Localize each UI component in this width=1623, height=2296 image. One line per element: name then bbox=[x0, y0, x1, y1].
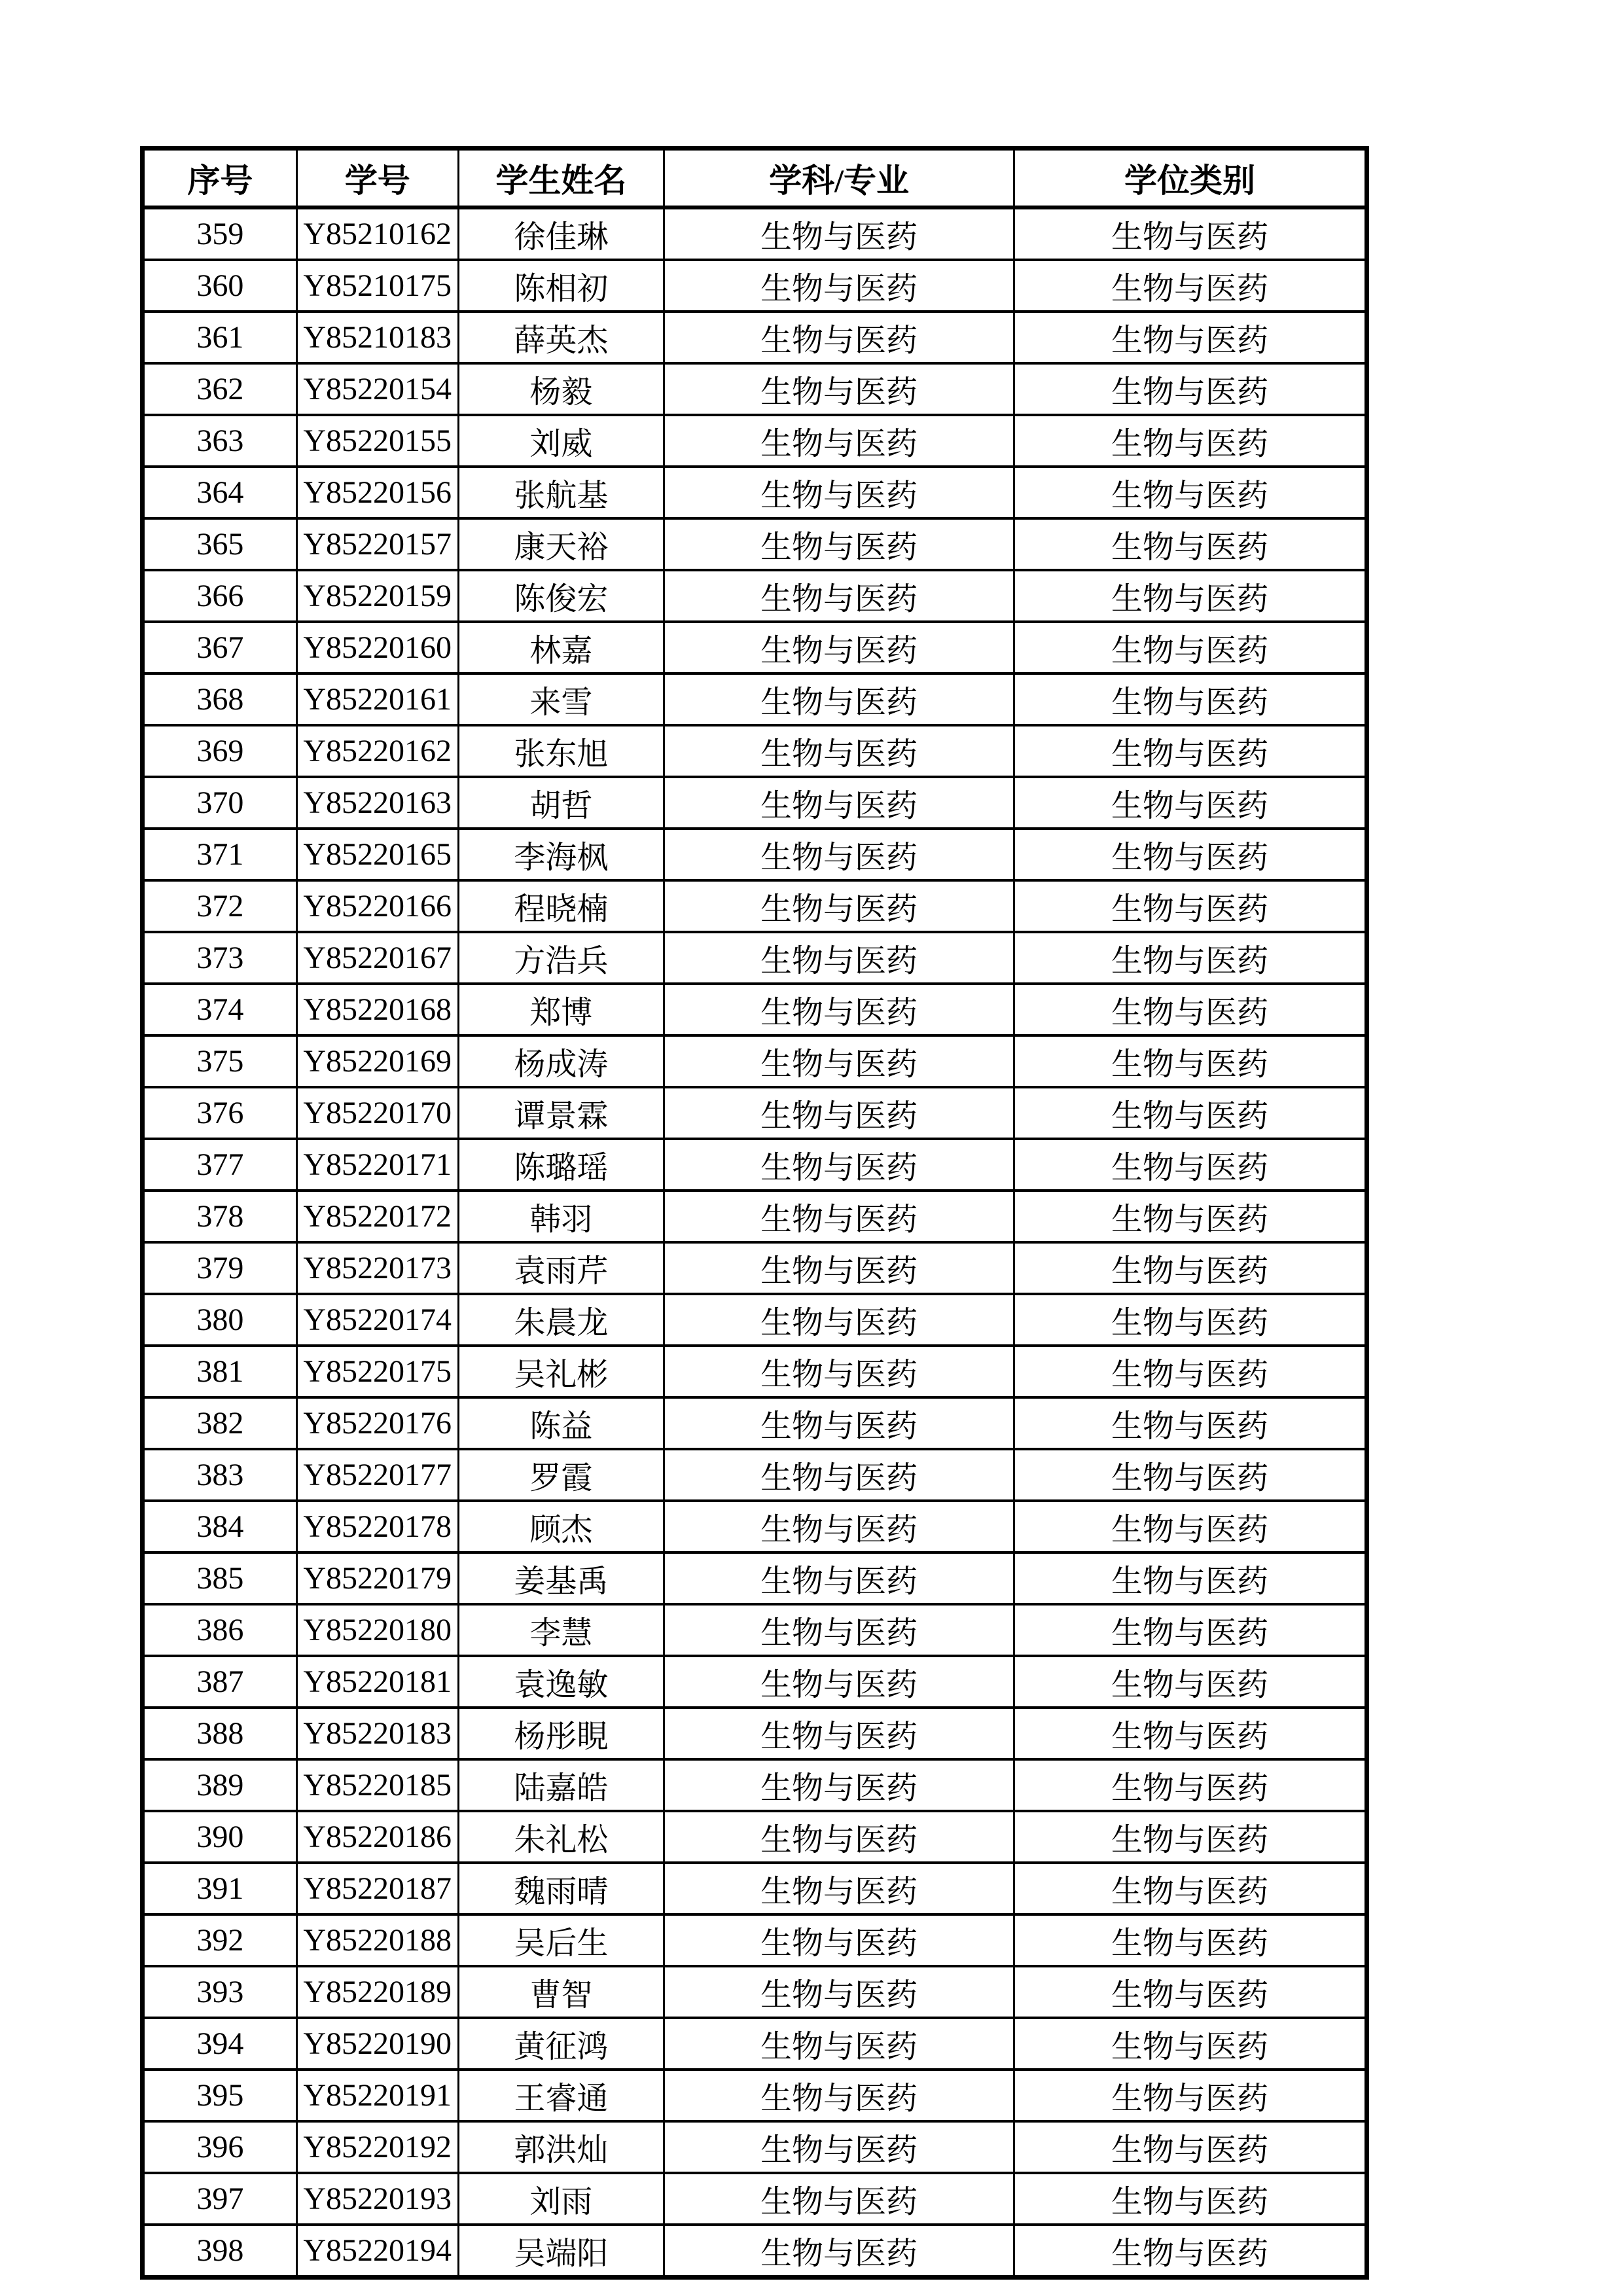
cell-index: 395 bbox=[143, 2070, 297, 2121]
cell-student-id: Y85220193 bbox=[296, 2173, 458, 2225]
table-row bbox=[143, 2225, 1367, 2278]
cell-index: 388 bbox=[143, 1708, 297, 1759]
cell-index: 392 bbox=[143, 1914, 297, 1966]
cell-index: 376 bbox=[143, 1087, 297, 1139]
cell-major: 生物与医药 bbox=[664, 1397, 1014, 1449]
table-row bbox=[143, 1294, 1367, 1346]
cell-student-id: Y85220162 bbox=[296, 725, 458, 777]
cell-student-id: Y85220170 bbox=[296, 1087, 458, 1139]
cell-degree-type: 生物与医药 bbox=[1014, 363, 1367, 415]
cell-index: 370 bbox=[143, 777, 297, 829]
cell-degree-type: 生物与医药 bbox=[1014, 1449, 1367, 1501]
cell-index: 372 bbox=[143, 880, 297, 932]
cell-student-name: 袁逸敏 bbox=[458, 1656, 664, 1708]
cell-degree-type: 生物与医药 bbox=[1014, 2070, 1367, 2121]
cell-degree-type: 生物与医药 bbox=[1014, 1552, 1367, 1604]
table-row bbox=[143, 725, 1367, 777]
cell-student-id: Y85220160 bbox=[296, 622, 458, 673]
cell-degree-type: 生物与医药 bbox=[1014, 415, 1367, 467]
cell-major: 生物与医药 bbox=[664, 777, 1014, 829]
cell-student-id: Y85210183 bbox=[296, 312, 458, 363]
cell-major: 生物与医药 bbox=[664, 1759, 1014, 1811]
cell-student-name: 李海枫 bbox=[458, 829, 664, 880]
cell-index: 366 bbox=[143, 570, 297, 622]
cell-student-name: 来雪 bbox=[458, 673, 664, 725]
cell-index: 397 bbox=[143, 2173, 297, 2225]
column-header-index: 序号 bbox=[143, 149, 297, 208]
cell-student-name: 杨彤睍 bbox=[458, 1708, 664, 1759]
cell-degree-type: 生物与医药 bbox=[1014, 1708, 1367, 1759]
cell-degree-type: 生物与医药 bbox=[1014, 1346, 1367, 1397]
cell-major: 生物与医药 bbox=[664, 2225, 1014, 2278]
cell-student-id: Y85210175 bbox=[296, 260, 458, 312]
cell-index: 374 bbox=[143, 984, 297, 1035]
cell-student-id: Y85220176 bbox=[296, 1397, 458, 1449]
cell-major: 生物与医药 bbox=[664, 363, 1014, 415]
cell-major: 生物与医药 bbox=[664, 2018, 1014, 2070]
cell-index: 361 bbox=[143, 312, 297, 363]
cell-major: 生物与医药 bbox=[664, 1863, 1014, 1914]
cell-index: 393 bbox=[143, 1966, 297, 2018]
cell-index: 365 bbox=[143, 518, 297, 570]
cell-degree-type: 生物与医药 bbox=[1014, 622, 1367, 673]
cell-index: 379 bbox=[143, 1242, 297, 1294]
cell-student-name: 陈俊宏 bbox=[458, 570, 664, 622]
cell-index: 360 bbox=[143, 260, 297, 312]
table-row bbox=[143, 984, 1367, 1035]
cell-student-id: Y85220157 bbox=[296, 518, 458, 570]
table-row bbox=[143, 1242, 1367, 1294]
cell-degree-type: 生物与医药 bbox=[1014, 1035, 1367, 1087]
cell-index: 367 bbox=[143, 622, 297, 673]
cell-major: 生物与医药 bbox=[664, 1139, 1014, 1191]
cell-index: 368 bbox=[143, 673, 297, 725]
cell-student-name: 陈益 bbox=[458, 1397, 664, 1449]
cell-major: 生物与医药 bbox=[664, 1087, 1014, 1139]
table-row bbox=[143, 1397, 1367, 1449]
cell-degree-type: 生物与医药 bbox=[1014, 1139, 1367, 1191]
cell-student-name: 魏雨晴 bbox=[458, 1863, 664, 1914]
cell-student-id: Y85220185 bbox=[296, 1759, 458, 1811]
cell-index: 369 bbox=[143, 725, 297, 777]
table-row bbox=[143, 363, 1367, 415]
cell-index: 359 bbox=[143, 207, 297, 260]
cell-student-id: Y85220163 bbox=[296, 777, 458, 829]
table-row bbox=[143, 467, 1367, 518]
cell-student-name: 陆嘉皓 bbox=[458, 1759, 664, 1811]
header-row bbox=[143, 149, 1367, 208]
table-row bbox=[143, 2173, 1367, 2225]
cell-degree-type: 生物与医药 bbox=[1014, 1087, 1367, 1139]
cell-major: 生物与医药 bbox=[664, 829, 1014, 880]
table-header bbox=[143, 149, 1367, 208]
cell-major: 生物与医药 bbox=[664, 622, 1014, 673]
cell-student-id: Y85220194 bbox=[296, 2225, 458, 2278]
cell-student-name: 谭景霖 bbox=[458, 1087, 664, 1139]
cell-student-id: Y85220179 bbox=[296, 1552, 458, 1604]
cell-major: 生物与医药 bbox=[664, 1708, 1014, 1759]
cell-student-name: 程晓楠 bbox=[458, 880, 664, 932]
cell-major: 生物与医药 bbox=[664, 467, 1014, 518]
cell-student-id: Y85220189 bbox=[296, 1966, 458, 2018]
cell-student-name: 朱礼松 bbox=[458, 1811, 664, 1863]
table-row bbox=[143, 570, 1367, 622]
table-row bbox=[143, 1604, 1367, 1656]
cell-degree-type: 生物与医药 bbox=[1014, 1191, 1367, 1242]
cell-degree-type: 生物与医药 bbox=[1014, 570, 1367, 622]
cell-index: 389 bbox=[143, 1759, 297, 1811]
cell-major: 生物与医药 bbox=[664, 1035, 1014, 1087]
cell-student-id: Y85220165 bbox=[296, 829, 458, 880]
cell-index: 371 bbox=[143, 829, 297, 880]
cell-major: 生物与医药 bbox=[664, 880, 1014, 932]
cell-major: 生物与医药 bbox=[664, 1191, 1014, 1242]
table-row bbox=[143, 622, 1367, 673]
cell-major: 生物与医药 bbox=[664, 570, 1014, 622]
table-row bbox=[143, 1139, 1367, 1191]
cell-student-id: Y85220190 bbox=[296, 2018, 458, 2070]
column-header-degree-type: 学位类别 bbox=[1014, 149, 1367, 208]
table-row bbox=[143, 1863, 1367, 1914]
cell-index: 382 bbox=[143, 1397, 297, 1449]
cell-student-name: 吴礼彬 bbox=[458, 1346, 664, 1397]
cell-major: 生物与医药 bbox=[664, 2173, 1014, 2225]
cell-index: 383 bbox=[143, 1449, 297, 1501]
cell-student-name: 吴后生 bbox=[458, 1914, 664, 1966]
table-row bbox=[143, 415, 1367, 467]
cell-degree-type: 生物与医药 bbox=[1014, 1397, 1367, 1449]
table-row bbox=[143, 1966, 1367, 2018]
cell-degree-type: 生物与医药 bbox=[1014, 1759, 1367, 1811]
table-row bbox=[143, 312, 1367, 363]
cell-student-id: Y85220181 bbox=[296, 1656, 458, 1708]
cell-student-id: Y85220192 bbox=[296, 2121, 458, 2173]
cell-student-name: 胡哲 bbox=[458, 777, 664, 829]
cell-student-name: 王睿通 bbox=[458, 2070, 664, 2121]
cell-major: 生物与医药 bbox=[664, 673, 1014, 725]
table-row bbox=[143, 880, 1367, 932]
table-row bbox=[143, 829, 1367, 880]
cell-index: 384 bbox=[143, 1501, 297, 1552]
cell-degree-type: 生物与医药 bbox=[1014, 1501, 1367, 1552]
column-header-student-id: 学号 bbox=[296, 149, 458, 208]
table-row bbox=[143, 673, 1367, 725]
cell-major: 生物与医药 bbox=[664, 415, 1014, 467]
cell-index: 391 bbox=[143, 1863, 297, 1914]
table-row bbox=[143, 1708, 1367, 1759]
cell-student-id: Y85220180 bbox=[296, 1604, 458, 1656]
table-body bbox=[143, 207, 1367, 2278]
cell-index: 377 bbox=[143, 1139, 297, 1191]
cell-major: 生物与医药 bbox=[664, 1604, 1014, 1656]
cell-major: 生物与医药 bbox=[664, 1346, 1014, 1397]
cell-degree-type: 生物与医药 bbox=[1014, 984, 1367, 1035]
cell-index: 378 bbox=[143, 1191, 297, 1242]
table-row bbox=[143, 2121, 1367, 2173]
cell-index: 387 bbox=[143, 1656, 297, 1708]
cell-major: 生物与医药 bbox=[664, 984, 1014, 1035]
cell-degree-type: 生物与医药 bbox=[1014, 829, 1367, 880]
column-header-student-name: 学生姓名 bbox=[458, 149, 664, 208]
cell-degree-type: 生物与医药 bbox=[1014, 1604, 1367, 1656]
cell-major: 生物与医药 bbox=[664, 2070, 1014, 2121]
cell-student-name: 韩羽 bbox=[458, 1191, 664, 1242]
table-row bbox=[143, 932, 1367, 984]
cell-degree-type: 生物与医药 bbox=[1014, 1863, 1367, 1914]
cell-degree-type: 生物与医药 bbox=[1014, 467, 1367, 518]
cell-student-id: Y85220168 bbox=[296, 984, 458, 1035]
cell-major: 生物与医药 bbox=[664, 312, 1014, 363]
cell-degree-type: 生物与医药 bbox=[1014, 2018, 1367, 2070]
cell-student-name: 徐佳琳 bbox=[458, 207, 664, 260]
cell-student-id: Y85220155 bbox=[296, 415, 458, 467]
cell-index: 364 bbox=[143, 467, 297, 518]
table-row bbox=[143, 777, 1367, 829]
cell-degree-type: 生物与医药 bbox=[1014, 1294, 1367, 1346]
cell-degree-type: 生物与医药 bbox=[1014, 312, 1367, 363]
cell-degree-type: 生物与医药 bbox=[1014, 2173, 1367, 2225]
table-row bbox=[143, 1501, 1367, 1552]
cell-degree-type: 生物与医药 bbox=[1014, 2225, 1367, 2278]
table-row bbox=[143, 1811, 1367, 1863]
cell-index: 380 bbox=[143, 1294, 297, 1346]
table-row bbox=[143, 518, 1367, 570]
cell-major: 生物与医药 bbox=[664, 260, 1014, 312]
cell-degree-type: 生物与医药 bbox=[1014, 880, 1367, 932]
table-row bbox=[143, 1449, 1367, 1501]
cell-index: 386 bbox=[143, 1604, 297, 1656]
cell-degree-type: 生物与医药 bbox=[1014, 1966, 1367, 2018]
cell-major: 生物与医药 bbox=[664, 207, 1014, 260]
cell-student-id: Y85220154 bbox=[296, 363, 458, 415]
cell-student-id: Y85220191 bbox=[296, 2070, 458, 2121]
cell-degree-type: 生物与医药 bbox=[1014, 518, 1367, 570]
cell-student-id: Y85220183 bbox=[296, 1708, 458, 1759]
cell-major: 生物与医药 bbox=[664, 932, 1014, 984]
cell-degree-type: 生物与医药 bbox=[1014, 2121, 1367, 2173]
cell-major: 生物与医药 bbox=[664, 725, 1014, 777]
cell-degree-type: 生物与医药 bbox=[1014, 1656, 1367, 1708]
table-row bbox=[143, 1914, 1367, 1966]
cell-student-id: Y85220188 bbox=[296, 1914, 458, 1966]
cell-index: 394 bbox=[143, 2018, 297, 2070]
cell-index: 362 bbox=[143, 363, 297, 415]
cell-degree-type: 生物与医药 bbox=[1014, 207, 1367, 260]
cell-student-name: 姜基禹 bbox=[458, 1552, 664, 1604]
cell-student-name: 朱晨龙 bbox=[458, 1294, 664, 1346]
cell-student-name: 李慧 bbox=[458, 1604, 664, 1656]
cell-major: 生物与医药 bbox=[664, 1449, 1014, 1501]
cell-student-id: Y85220171 bbox=[296, 1139, 458, 1191]
cell-major: 生物与医药 bbox=[664, 1242, 1014, 1294]
cell-student-name: 曹智 bbox=[458, 1966, 664, 2018]
table-row bbox=[143, 1346, 1367, 1397]
cell-student-name: 薛英杰 bbox=[458, 312, 664, 363]
cell-student-name: 张东旭 bbox=[458, 725, 664, 777]
cell-index: 396 bbox=[143, 2121, 297, 2173]
cell-student-name: 陈相初 bbox=[458, 260, 664, 312]
cell-index: 373 bbox=[143, 932, 297, 984]
cell-student-name: 杨成涛 bbox=[458, 1035, 664, 1087]
cell-degree-type: 生物与医药 bbox=[1014, 1242, 1367, 1294]
cell-student-id: Y85210162 bbox=[296, 207, 458, 260]
table-row bbox=[143, 207, 1367, 260]
cell-student-id: Y85220166 bbox=[296, 880, 458, 932]
table-row bbox=[143, 1191, 1367, 1242]
cell-student-name: 康天裕 bbox=[458, 518, 664, 570]
table-row bbox=[143, 1656, 1367, 1708]
cell-student-id: Y85220178 bbox=[296, 1501, 458, 1552]
cell-index: 375 bbox=[143, 1035, 297, 1087]
student-list-table bbox=[140, 146, 1369, 2280]
column-header-major: 学科/专业 bbox=[664, 149, 1014, 208]
table-row bbox=[143, 1087, 1367, 1139]
cell-student-name: 袁雨芹 bbox=[458, 1242, 664, 1294]
cell-major: 生物与医药 bbox=[664, 1656, 1014, 1708]
cell-major: 生物与医药 bbox=[664, 1294, 1014, 1346]
cell-degree-type: 生物与医药 bbox=[1014, 260, 1367, 312]
cell-major: 生物与医药 bbox=[664, 1914, 1014, 1966]
cell-major: 生物与医药 bbox=[664, 1501, 1014, 1552]
cell-degree-type: 生物与医药 bbox=[1014, 1914, 1367, 1966]
cell-student-id: Y85220167 bbox=[296, 932, 458, 984]
cell-student-name: 刘威 bbox=[458, 415, 664, 467]
cell-student-id: Y85220174 bbox=[296, 1294, 458, 1346]
cell-student-name: 林嘉 bbox=[458, 622, 664, 673]
cell-index: 381 bbox=[143, 1346, 297, 1397]
cell-student-id: Y85220173 bbox=[296, 1242, 458, 1294]
cell-student-name: 郭洪灿 bbox=[458, 2121, 664, 2173]
table-row bbox=[143, 1759, 1367, 1811]
cell-student-id: Y85220172 bbox=[296, 1191, 458, 1242]
cell-student-id: Y85220177 bbox=[296, 1449, 458, 1501]
cell-student-name: 张航基 bbox=[458, 467, 664, 518]
cell-index: 390 bbox=[143, 1811, 297, 1863]
cell-degree-type: 生物与医药 bbox=[1014, 932, 1367, 984]
cell-major: 生物与医药 bbox=[664, 1966, 1014, 2018]
cell-major: 生物与医药 bbox=[664, 1811, 1014, 1863]
cell-index: 398 bbox=[143, 2225, 297, 2278]
cell-major: 生物与医药 bbox=[664, 1552, 1014, 1604]
cell-major: 生物与医药 bbox=[664, 518, 1014, 570]
cell-degree-type: 生物与医药 bbox=[1014, 1811, 1367, 1863]
table-row bbox=[143, 1552, 1367, 1604]
cell-degree-type: 生物与医药 bbox=[1014, 725, 1367, 777]
cell-student-name: 郑博 bbox=[458, 984, 664, 1035]
cell-student-name: 吴端阳 bbox=[458, 2225, 664, 2278]
cell-student-id: Y85220161 bbox=[296, 673, 458, 725]
cell-student-id: Y85220186 bbox=[296, 1811, 458, 1863]
cell-index: 385 bbox=[143, 1552, 297, 1604]
cell-student-id: Y85220156 bbox=[296, 467, 458, 518]
cell-index: 363 bbox=[143, 415, 297, 467]
cell-student-name: 刘雨 bbox=[458, 2173, 664, 2225]
cell-student-id: Y85220169 bbox=[296, 1035, 458, 1087]
cell-student-id: Y85220159 bbox=[296, 570, 458, 622]
cell-major: 生物与医药 bbox=[664, 2121, 1014, 2173]
cell-student-id: Y85220175 bbox=[296, 1346, 458, 1397]
cell-student-name: 陈璐瑶 bbox=[458, 1139, 664, 1191]
table-row bbox=[143, 2018, 1367, 2070]
cell-student-name: 顾杰 bbox=[458, 1501, 664, 1552]
cell-student-name: 方浩兵 bbox=[458, 932, 664, 984]
cell-student-name: 黄征鸿 bbox=[458, 2018, 664, 2070]
cell-student-name: 杨毅 bbox=[458, 363, 664, 415]
table-row bbox=[143, 260, 1367, 312]
table-row bbox=[143, 1035, 1367, 1087]
table-row bbox=[143, 2070, 1367, 2121]
cell-degree-type: 生物与医药 bbox=[1014, 673, 1367, 725]
cell-student-id: Y85220187 bbox=[296, 1863, 458, 1914]
cell-student-name: 罗霞 bbox=[458, 1449, 664, 1501]
cell-degree-type: 生物与医药 bbox=[1014, 777, 1367, 829]
